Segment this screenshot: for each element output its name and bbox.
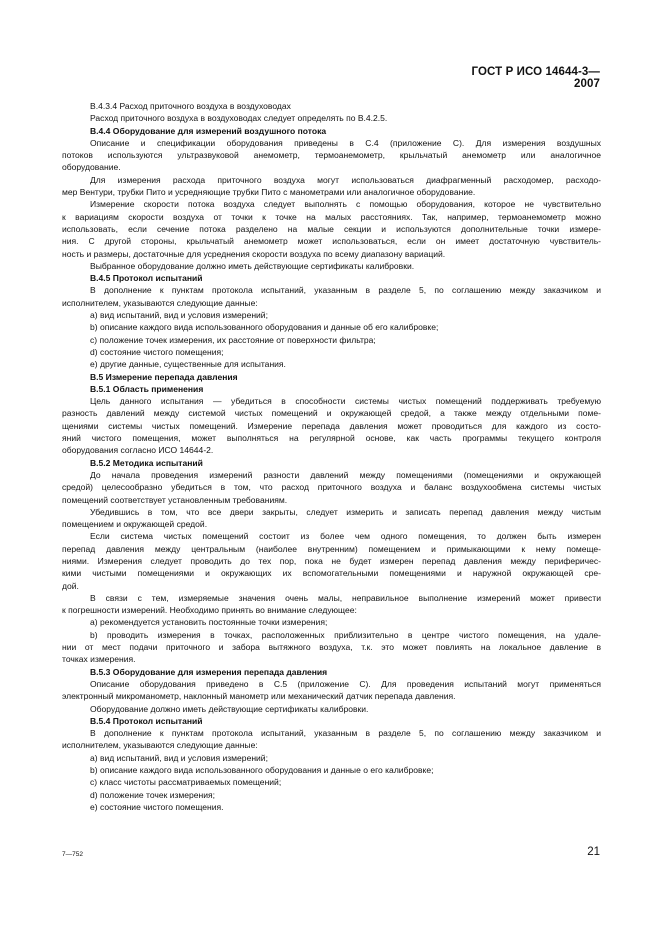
paragraph-line: разность давлений между системой чистых помещений и окружающей средой, а также между отдельными поме- xyxy=(62,408,601,419)
paragraph-line: Оборудование должно иметь действующие сертификаты калибровки. xyxy=(90,703,369,714)
section-heading: В.5.3 Оборудование для измерения перепада давления xyxy=(90,666,328,677)
paragraph-line: Цель данного испытания — убедиться в способности системы чистых помещений поддерживать требуемую xyxy=(90,396,601,407)
list-item: b) описание каждого вида использованного оборудования и данные о его калибровке; xyxy=(90,765,434,776)
list-item: b) описание каждого вида использованного оборудования и данные об его калибровке; xyxy=(90,322,439,333)
paragraph-line: точках измерения. xyxy=(62,654,136,665)
paragraph-line: исполнителем, указываются следующие данные: xyxy=(62,297,258,308)
list-item: d) состояние чистого помещения; xyxy=(90,346,224,357)
paragraph-line: ность и размеры, достаточные для усреднения скорости воздуха по всему диапазону вариаций. xyxy=(62,248,446,259)
list-item: a) вид испытаний, вид и условия измерений; xyxy=(90,310,268,321)
list-item: b) проводить измерения в точках, расположенных приблизительно в центре чистого помещения, на удале- xyxy=(90,629,601,640)
paragraph-line: ния. С другой стороны, крыльчатый анемометр может использоваться, если он имеет достаточную чувствитель- xyxy=(62,236,601,247)
paragraph-line: ниями. Измерения следует проводить до тех пор, пока не будет измерен перепад давления между периферичес- xyxy=(62,555,601,566)
paragraph-line: исполнителем, указываются следующие данные: xyxy=(62,740,258,751)
paragraph-line: Если система чистых помещений состоит из более чем одного помещения, то должен быть измерен xyxy=(90,531,601,542)
paragraph-line: перепад давления между центральным (наиболее внутренним) помещением и примыкающими к нему помеще- xyxy=(62,543,601,554)
print-code: 7—752 xyxy=(62,851,83,858)
paragraph-line: Для измерения расхода приточного воздуха могут использоваться диафрагменный расходомер, расходо- xyxy=(90,174,601,185)
paragraph-line: мер Вентури, трубки Пито и усредняющие трубки Пито с манометрами или аналогичное оборудование. xyxy=(62,187,476,198)
list-item: e) другие данные, существенные для испытания. xyxy=(90,359,286,370)
subsection-title: В.4.3.4 Расход приточного воздуха в воздуховодах xyxy=(90,101,291,111)
list-item: d) положение точек измерения; xyxy=(90,789,216,800)
section-heading: В.4.4 Оборудование для измерений воздушного потока xyxy=(90,125,327,136)
section-heading: В.4.5 Протокол испытаний xyxy=(90,273,203,284)
paragraph-line: к погрешности измерений. Необходимо принять во внимание следующее: xyxy=(62,605,357,616)
paragraph-line: Расход приточного воздуха в воздуховодах следует определять по В.4.2.5. xyxy=(90,113,388,124)
paragraph-line: использовать, если сечение потока разделено на малые секции и используются дополнительные точки измере- xyxy=(62,223,601,234)
paragraph-line: В связи с тем, измеряемые значения очень малы, неправильное выполнение измерений может привести xyxy=(90,592,601,603)
paragraph-line: электронный микроманометр, наклонный манометр или механический датчик перепада давления. xyxy=(62,691,456,702)
paragraph-line: помещением и окружающей средой. xyxy=(62,519,208,530)
section-heading: В.5.1 Область применения xyxy=(90,383,204,394)
paragraph-line: Описание оборудования приведено в С.5 (приложение С). Для проведения испытаний могут применяться xyxy=(90,678,601,689)
paragraph-line: нии от мест подачи приточного и забора вытяжного воздуха, т.к. это может повлиять на локальное давление в xyxy=(62,642,601,653)
list-item: e) состояние чистого помещения. xyxy=(90,801,224,812)
paragraph-line: Описание и спецификации оборудования приведены в С.4 (приложение С). Для измерения воздушных xyxy=(90,137,601,148)
paragraph-line: средой) целесообразно убедиться в том, что расход приточного воздуха и баланс воздухообмена системы чистых xyxy=(62,482,601,493)
list-item: a) вид испытаний, вид и условия измерений; xyxy=(90,752,268,763)
paragraph-line: щениями системы чистых помещений. Измерение перепада давления может проводиться для каждого из состо- xyxy=(62,420,601,431)
list-item: c) класс чистоты рассматриваемых помещений; xyxy=(90,777,282,788)
paragraph-line: До начала проведения измерений разности давлений между помещениями (помещениями и окружающей xyxy=(90,469,601,480)
paragraph-line: кими чистыми помещениями и окружающих их вспомогательными помещениями и наружной окружающей сре- xyxy=(62,568,601,579)
paragraph-line: к вариациям скорости воздуха от точки к точке на малых расстояниях. Так, например, термоанемометр можно xyxy=(62,211,601,222)
section-heading: В.5.2 Методика испытаний xyxy=(90,457,203,468)
paragraph-line: яний чистого помещения, может выполняться на регулярной основе, как часть программы текущего контроля xyxy=(62,433,601,444)
paragraph-line: Выбранное оборудование должно иметь действующие сертификаты калибровки. xyxy=(90,260,415,271)
page-header: ГОСТ Р ИСО 14644-3—2007 xyxy=(471,66,600,90)
paragraph-line: дой. xyxy=(62,580,79,591)
paragraph-line: В дополнение к пунктам протокола испытаний, указанным в разделе 5, по соглашению между заказчиком и xyxy=(90,728,601,739)
page-number: 21 xyxy=(587,846,600,858)
paragraph-line: Убедившись в том, что все двери закрыты, следует измерить и записать перепад давления между чистым xyxy=(90,506,601,517)
paragraph-line: Измерение скорости потока воздуха следует выполнять с помощью оборудования, которое не чувствительно xyxy=(90,199,601,210)
paragraph-line: оборудования согласно ИСО 14644-2. xyxy=(62,445,214,456)
paragraph-line: оборудование. xyxy=(62,162,121,173)
paragraph-line: потоков используются ультразвуковой анемометр, термоанемометр, крыльчатый анемометр или аналогичное xyxy=(62,150,601,161)
section-heading: В.5.4 Протокол испытаний xyxy=(90,715,203,726)
section-heading: В.5 Измерение перепада давления xyxy=(90,371,238,382)
document-body xyxy=(62,100,601,813)
paragraph-line: В дополнение к пунктам протокола испытаний, указанным в разделе 5, по соглашению между заказчиком и xyxy=(90,285,601,296)
paragraph-line: помещений соответствует установленным требованиям. xyxy=(62,494,288,505)
list-item: a) рекомендуется установить постоянные точки измерения; xyxy=(90,617,328,628)
list-item: c) положение точек измерения, их расстояние от поверхности фильтра; xyxy=(90,334,376,345)
